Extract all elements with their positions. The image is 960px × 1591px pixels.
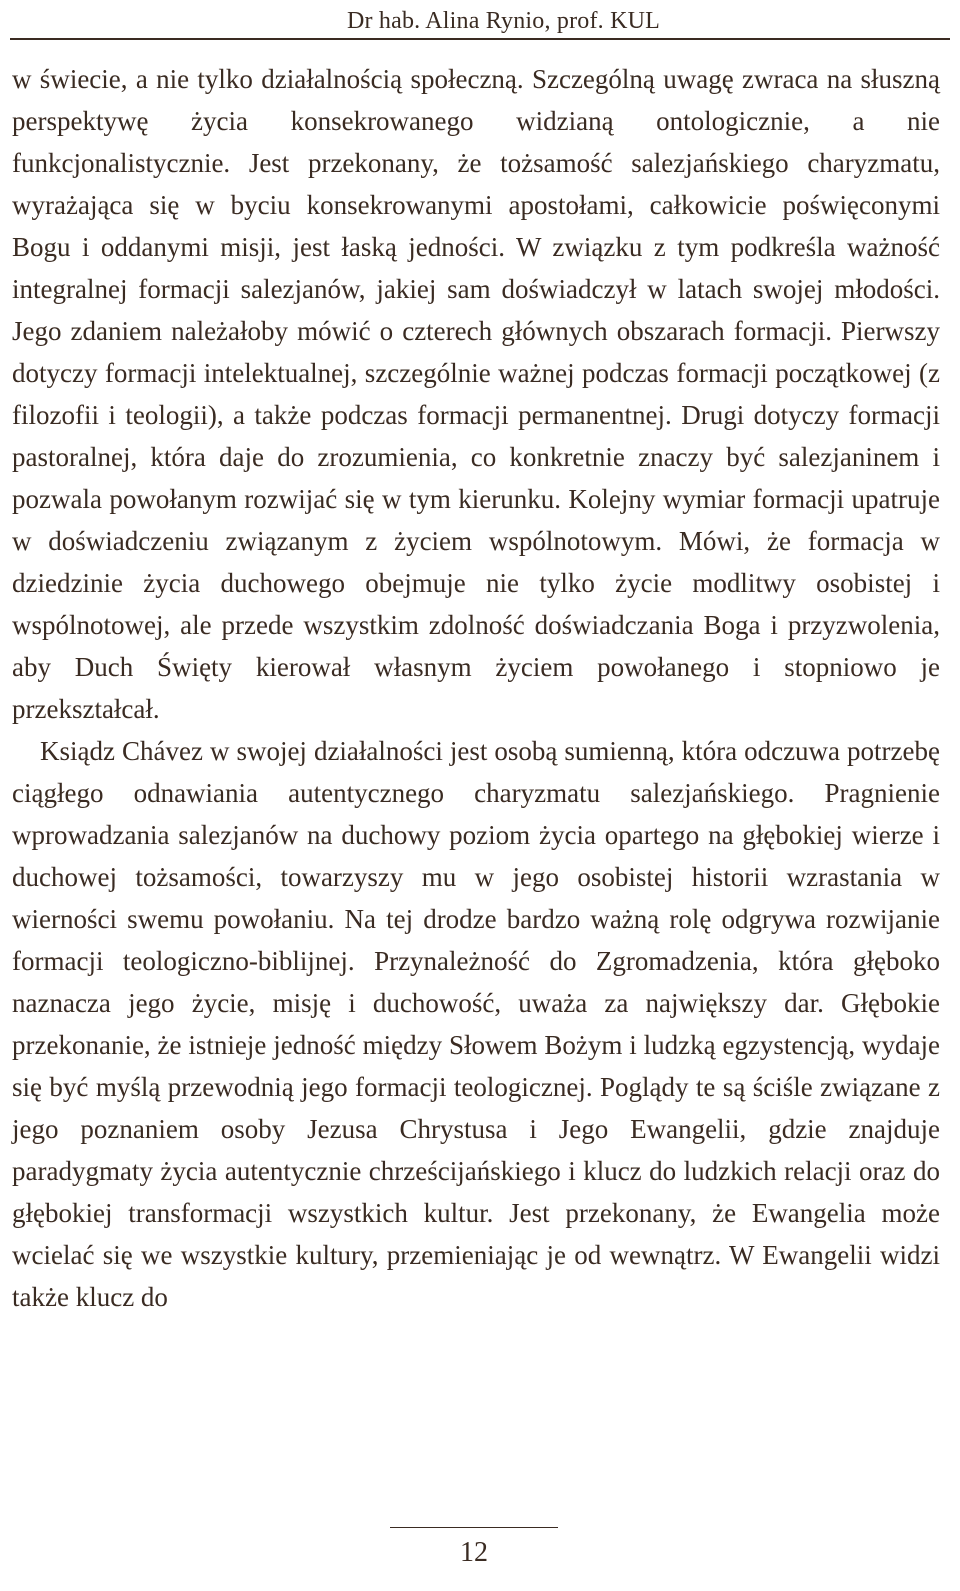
paragraph-1: w świecie, a nie tylko działalnością społeczną. Szczególną uwagę zwraca na słuszną perspektywę życia konsekrowanego widzianą ontologicznie, a nie funkcjonalistycznie. Jest przekonany, że tożsamość salezjańskiego charyzmatu, wyrażająca się w byciu konsekrowanymi apostołami, całkowicie poświęconymi Bogu i oddanymi misji, jest łaską jedności. W związku z tym podkreśla ważność integralnej formacji salezjanów, jakiej sam doświadczył w latach swojej młodości. Jego zdaniem należałoby mówić o czterech głównych obszarach formacji. Pierwszy dotyczy formacji intelektualnej, szczególnie ważnej podczas formacji początkowej (z filozofii i teologii), a także podczas formacji permanentnej. Drugi dotyczy formacji pastoralnej, która daje do zrozumienia, co konkretnie znaczy być salezjaninem i pozwala powołanym rozwijać się w tym kierunku. Kolejny wymiar formacji upatruje w doświadczeniu związanym z życiem wspólnotowym. Mówi, że formacja w dziedzinie życia duchowego obejmuje nie tylko życie modlitwy osobistej i wspólnotowej, ale przede wszystkim zdolność doświadczania Boga i przyzwolenia, aby Duch Święty kierował własnym życiem powołanego i stopniowo je przekształcał. bbox=[12, 64, 940, 724]
paragraph-2: Ksiądz Chávez w swojej działalności jest osobą sumienną, która odczuwa potrzebę ciągłego odnawiania autentycznego charyzmatu salezjańskiego. Pragnienie wprowadzania salezjanów na duchowy poziom życia opartego na głębokiej wierze i duchowej tożsamości, towarzyszy mu w jego osobistej historii wzrastania w wierności swemu powołaniu. Na tej drodze bardzo ważną rolę odgrywa rozwijanie formacji teologiczno-biblijnej. Przynależność do Zgromadzenia, która głęboko naznacza jego życie, misję i duchowość, uważa za największy dar. Głębokie przekonanie, że istnieje jedność między Słowem Bożym i ludzką egzystencją, wydaje się być myślą przewodnią jego formacji teologicznej. Poglądy te są ściśle związane z jego poznaniem osoby Jezusa Chrystusa i Jego Ewangelii, gdzie znajduje paradygmaty życia autentycznie chrześcijańskiego i klucz do ludzkich relacji oraz do głębokiej transformacji wszystkich kultur. Jest przekonany, że Ewangelia może wcielać się we wszystkie kultury, przemieniając je od wewnątrz. W Ewangelii widzi także klucz do bbox=[12, 736, 940, 1312]
header-author: Dr hab. Alina Rynio, prof. KUL bbox=[347, 8, 660, 34]
running-header bbox=[10, 4, 950, 40]
page-body bbox=[12, 58, 940, 1318]
page-number: 12 bbox=[460, 1537, 488, 1568]
footer-rule bbox=[390, 1527, 558, 1528]
